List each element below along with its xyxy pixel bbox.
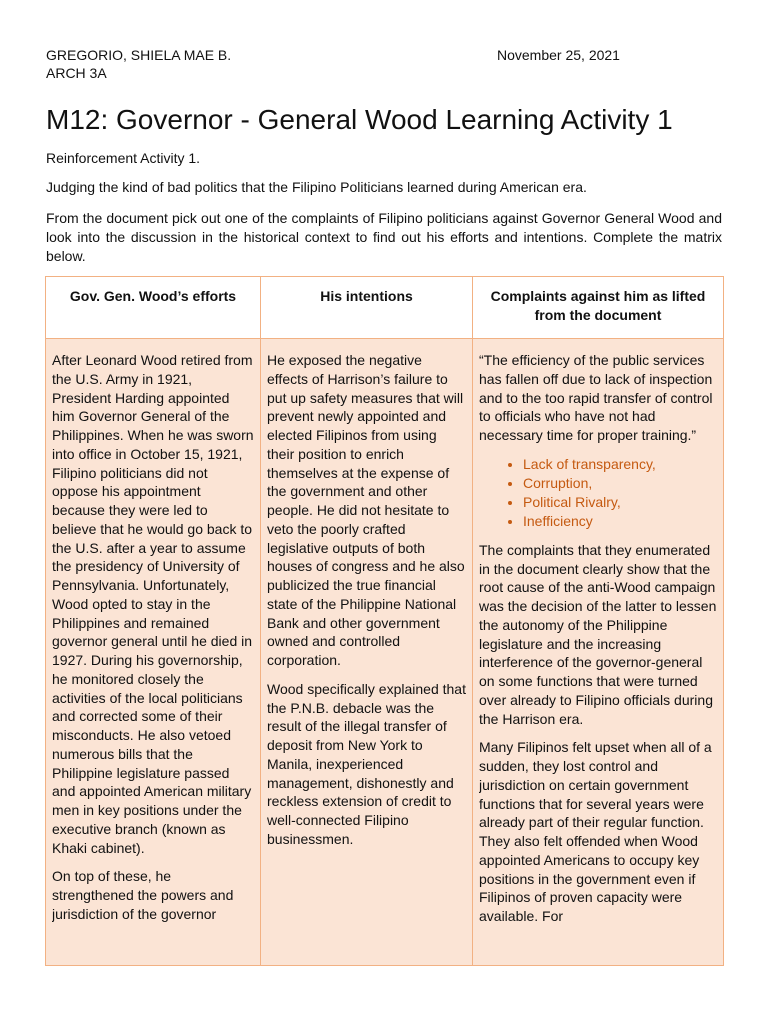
complaint-list xyxy=(479,455,717,531)
matrix-body-row xyxy=(46,339,724,966)
efforts-paragraph: After Leonard Wood retired from the U.S. Army in 1921, President Harding appointed him Governor General of the Philippines. When he was sworn into office in October 15, 1921, Filipino politicians did not oppose his appointment because they were led to believe that he would go back to the U.S. after a year to assume the presidency of University of Pennsylvania. Unfortunately, Wood opted to stay in the Philippines and remained governor general until he died in 1927. During his governorship, he monitored closely the activities of the local politicians and corrected some of their misconducts. He also vetoed numerous bills that the Philippine legislature passed and appointed American military men in key positions under the executive branch (known as Khaki cabinet). xyxy=(52,352,254,856)
activity-prompt: Judging the kind of bad politics that the Filipino Politicians learned during American era. xyxy=(46,179,587,195)
student-name: GREGORIO, SHIELA MAE B. xyxy=(46,47,232,63)
complaints-paragraph: Many Filipinos felt upset when all of a sudden, they lost control and jurisdiction on certain government functions that for several years were already part of their regular function. They also felt offended when Wood appointed Americans to occupy key positions in the government even if Filipinos of proven capacity were available. For xyxy=(479,739,712,924)
efforts-cell xyxy=(46,339,261,966)
page-title: M12: Governor - General Wood Learning Activity 1 xyxy=(46,104,673,135)
intentions-paragraph: Wood specifically explained that the P.N.B. debacle was the result of the illegal transfer of deposit from New York to Manila, inexperienced management, dishonestly and reckless extension of credit to well-connected Filipino businessmen. xyxy=(267,680,466,847)
complaint-item: • Inefficiency xyxy=(523,512,717,531)
complaint-quote: “The efficiency of the public services has fallen off due to lack of inspection and to the too rapid transfer of control to officials who have not had necessary time for proper training.” xyxy=(479,352,713,443)
activity-label: Reinforcement Activity 1. xyxy=(46,150,201,166)
header-intentions: His intentions xyxy=(261,277,473,339)
complaints-paragraph: The complaints that they enumerated in the document clearly show that the root cause of the anti-Wood campaign was the decision of the latter to lessen the autonomy of the Philippine legislature and the increasing interference of the governor-general on some functions that were turned over already to Filipino officials during the Harrison era. xyxy=(479,541,717,727)
complaint-item: • Corruption, xyxy=(523,474,717,493)
matrix-header-row xyxy=(46,277,724,339)
document-date: November 25, 2021 xyxy=(497,47,620,63)
student-section: ARCH 3A xyxy=(46,65,107,81)
activity-matrix xyxy=(45,276,724,966)
intentions-cell xyxy=(261,339,473,966)
efforts-paragraph: On top of these, he strengthened the powers and jurisdiction of the governor xyxy=(52,868,234,922)
complaint-item: • Political Rivalry, xyxy=(523,493,717,512)
intentions-paragraph: He exposed the negative effects of Harrison’s failure to put up safety measures that will prevent newly appointed and elected Filipinos from using their position to enrich themselves at the expense of the government and other people. He did not hesitate to veto the poorly crafted legislative outputs of both houses of congress and he also publicized the true financial state of the Philippine National Bank and other government owned and controlled corporation. xyxy=(267,352,465,668)
complaints-cell xyxy=(473,339,724,966)
header-efforts: Gov. Gen. Wood’s efforts xyxy=(46,277,261,339)
activity-task: From the document pick out one of the complaints of Filipino politicians against Governor General Wood and look into the discussion in the historical context to find out his efforts and intentions. Complete the matrix below. xyxy=(46,210,722,264)
complaint-item: • Lack of transparency, xyxy=(523,455,717,474)
header-complaints: Complaints against him as lifted from the document xyxy=(473,277,724,339)
